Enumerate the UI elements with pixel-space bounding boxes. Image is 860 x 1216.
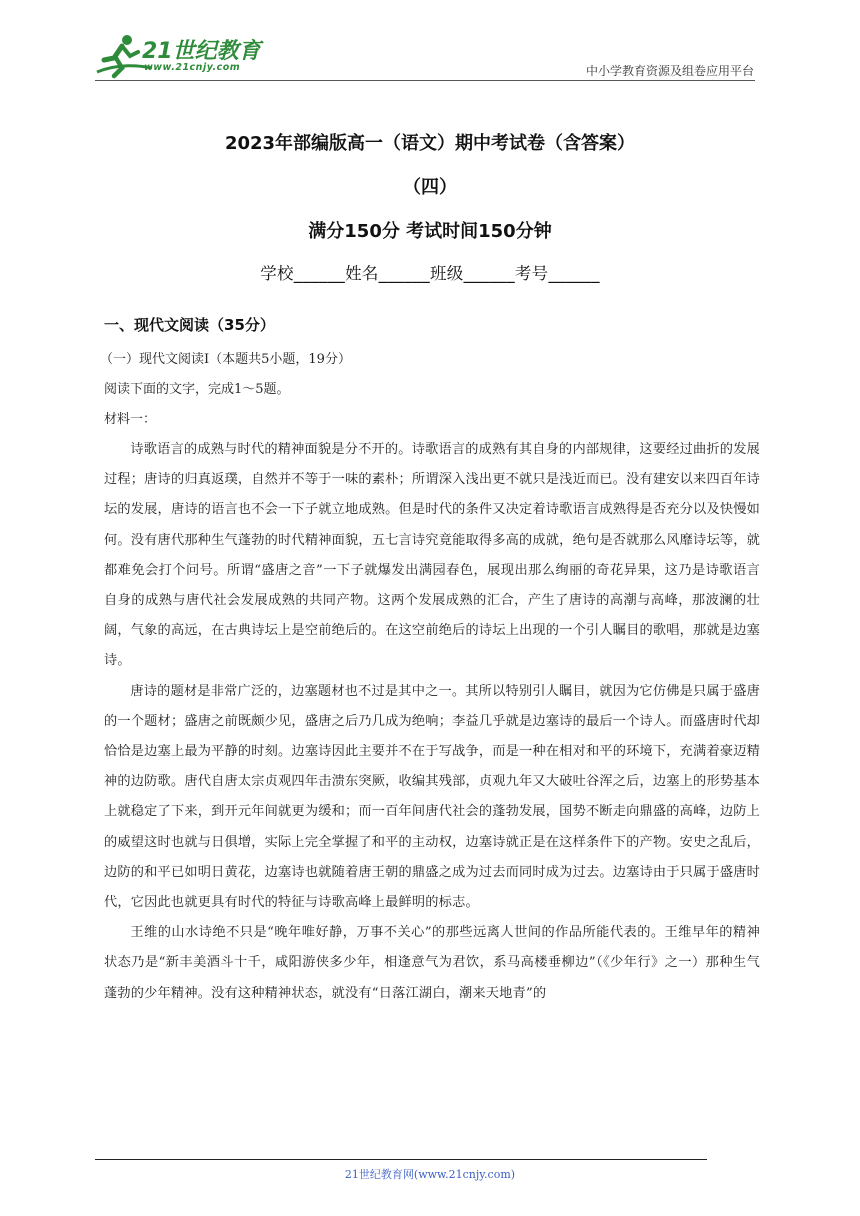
section-heading: 一、现代文阅读（35分） [104, 316, 275, 334]
logo [92, 32, 262, 82]
exam-score-time: 满分150分 考试时间150分钟 [308, 221, 552, 242]
paragraph: 唐诗的题材是非常广泛的，边塞题材也不过是其中之一。其所以特别引人瞩目，就因为它仿佛是只属于盛唐的一个题材；盛唐之前既颇少见，盛唐之后乃几成为绝响；李益几乎就是边塞诗的最后一个诗人。而盛唐时代却恰恰是边塞上最为平静的时刻。边塞诗因此主要并不在于写战争，而是一种在相对和平的环境下，充满着豪迈精神的边防歌。唐代自唐太宗贞观四年击溃东突厥，收编其残部，贞观九年又大破吐谷浑之后，边塞上的形势基本上就稳定了下来，到开元年间就更为缓和；而一百年间唐代社会的蓬勃发展，国势不断走向鼎盛的高峰，边防上的威望这时也就与日俱增，实际上完全掌握了和平的主动权，边塞诗就正是在这样条件下的产物。安史之乱后，边防的和平已如明日黄花，边塞诗也就随着唐王朝的鼎盛之成为过去而同时成为过去。边塞诗由于只属于盛唐时代，它因此也就更具有时代的特征与诗歌高峰上最鲜明的标志。 [104, 683, 760, 911]
exam-title-block [0, 130, 860, 284]
footer-divider [95, 1159, 707, 1160]
subsection-heading: （一）现代文阅读Ⅰ（本题共5小题，19分） [100, 352, 351, 367]
paragraph: 王维的山水诗绝不只是“晚年唯好静，万事不关心”的那些远离人世间的作品所能代表的。王维早年的精神状态乃是“新丰美酒斗十千，咸阳游侠多少年，相逢意气为君饮，系马高楼垂柳边”（《少年行》之一）那种生气蓬勃的少年精神。没有这种精神状态，就没有“日落江湖白，潮来天地青”的 [104, 925, 760, 1001]
exam-content [100, 314, 760, 1009]
reading-instruction: 阅读下面的文字，完成1～5题。 [104, 382, 290, 397]
page-header [0, 0, 860, 90]
logo-text: 21世纪教育 [142, 39, 261, 64]
exam-title: 2023年部编版高一（语文）期中考试卷（含答案） [224, 133, 636, 154]
logo-url: www.21cnjy.com [144, 62, 241, 73]
material-label: 材料一： [104, 412, 157, 427]
student-info-fields: 学校______姓名______班级______考号______ [260, 264, 600, 283]
paragraph: 诗歌语言的成熟与时代的精神面貌是分不开的。诗歌语言的成熟有其自身的内部规律，这要经过曲折的发展过程；唐诗的归真返璞，自然并不等于一味的素朴；所谓深入浅出更不就只是浅近而已。没有建安以来四百年诗坛的发展，唐诗的语言也不会一下子就立地成熟。但是时代的条件又决定着诗歌语言成熟得是否充分以及快慢如何。没有唐代那种生气蓬勃的时代精神面貌，五七言诗究竟能取得多高的成就，绝句是否就那么风靡诗坛等，就都难免会打个问号。所谓“盛唐之音”一下子就爆发出满园春色，展现出那么绚丽的奇花异果，这乃是诗歌语言自身的成熟与唐代社会发展成熟的共同产物。这两个发展成熟的汇合，产生了唐诗的高潮与高峰，那波澜的壮阔，气象的高远，在古典诗坛上是空前绝后的。在这空前绝后的诗坛上出现的一个引人瞩目的歌唱，那就是边塞诗。 [104, 442, 760, 669]
footer-text: 21世纪教育网(www.21cnjy.com) [344, 1168, 516, 1181]
platform-name: 中小学教育资源及组卷应用平台 [585, 64, 754, 78]
exam-volume: （四） [403, 177, 457, 198]
header-divider [95, 80, 755, 81]
